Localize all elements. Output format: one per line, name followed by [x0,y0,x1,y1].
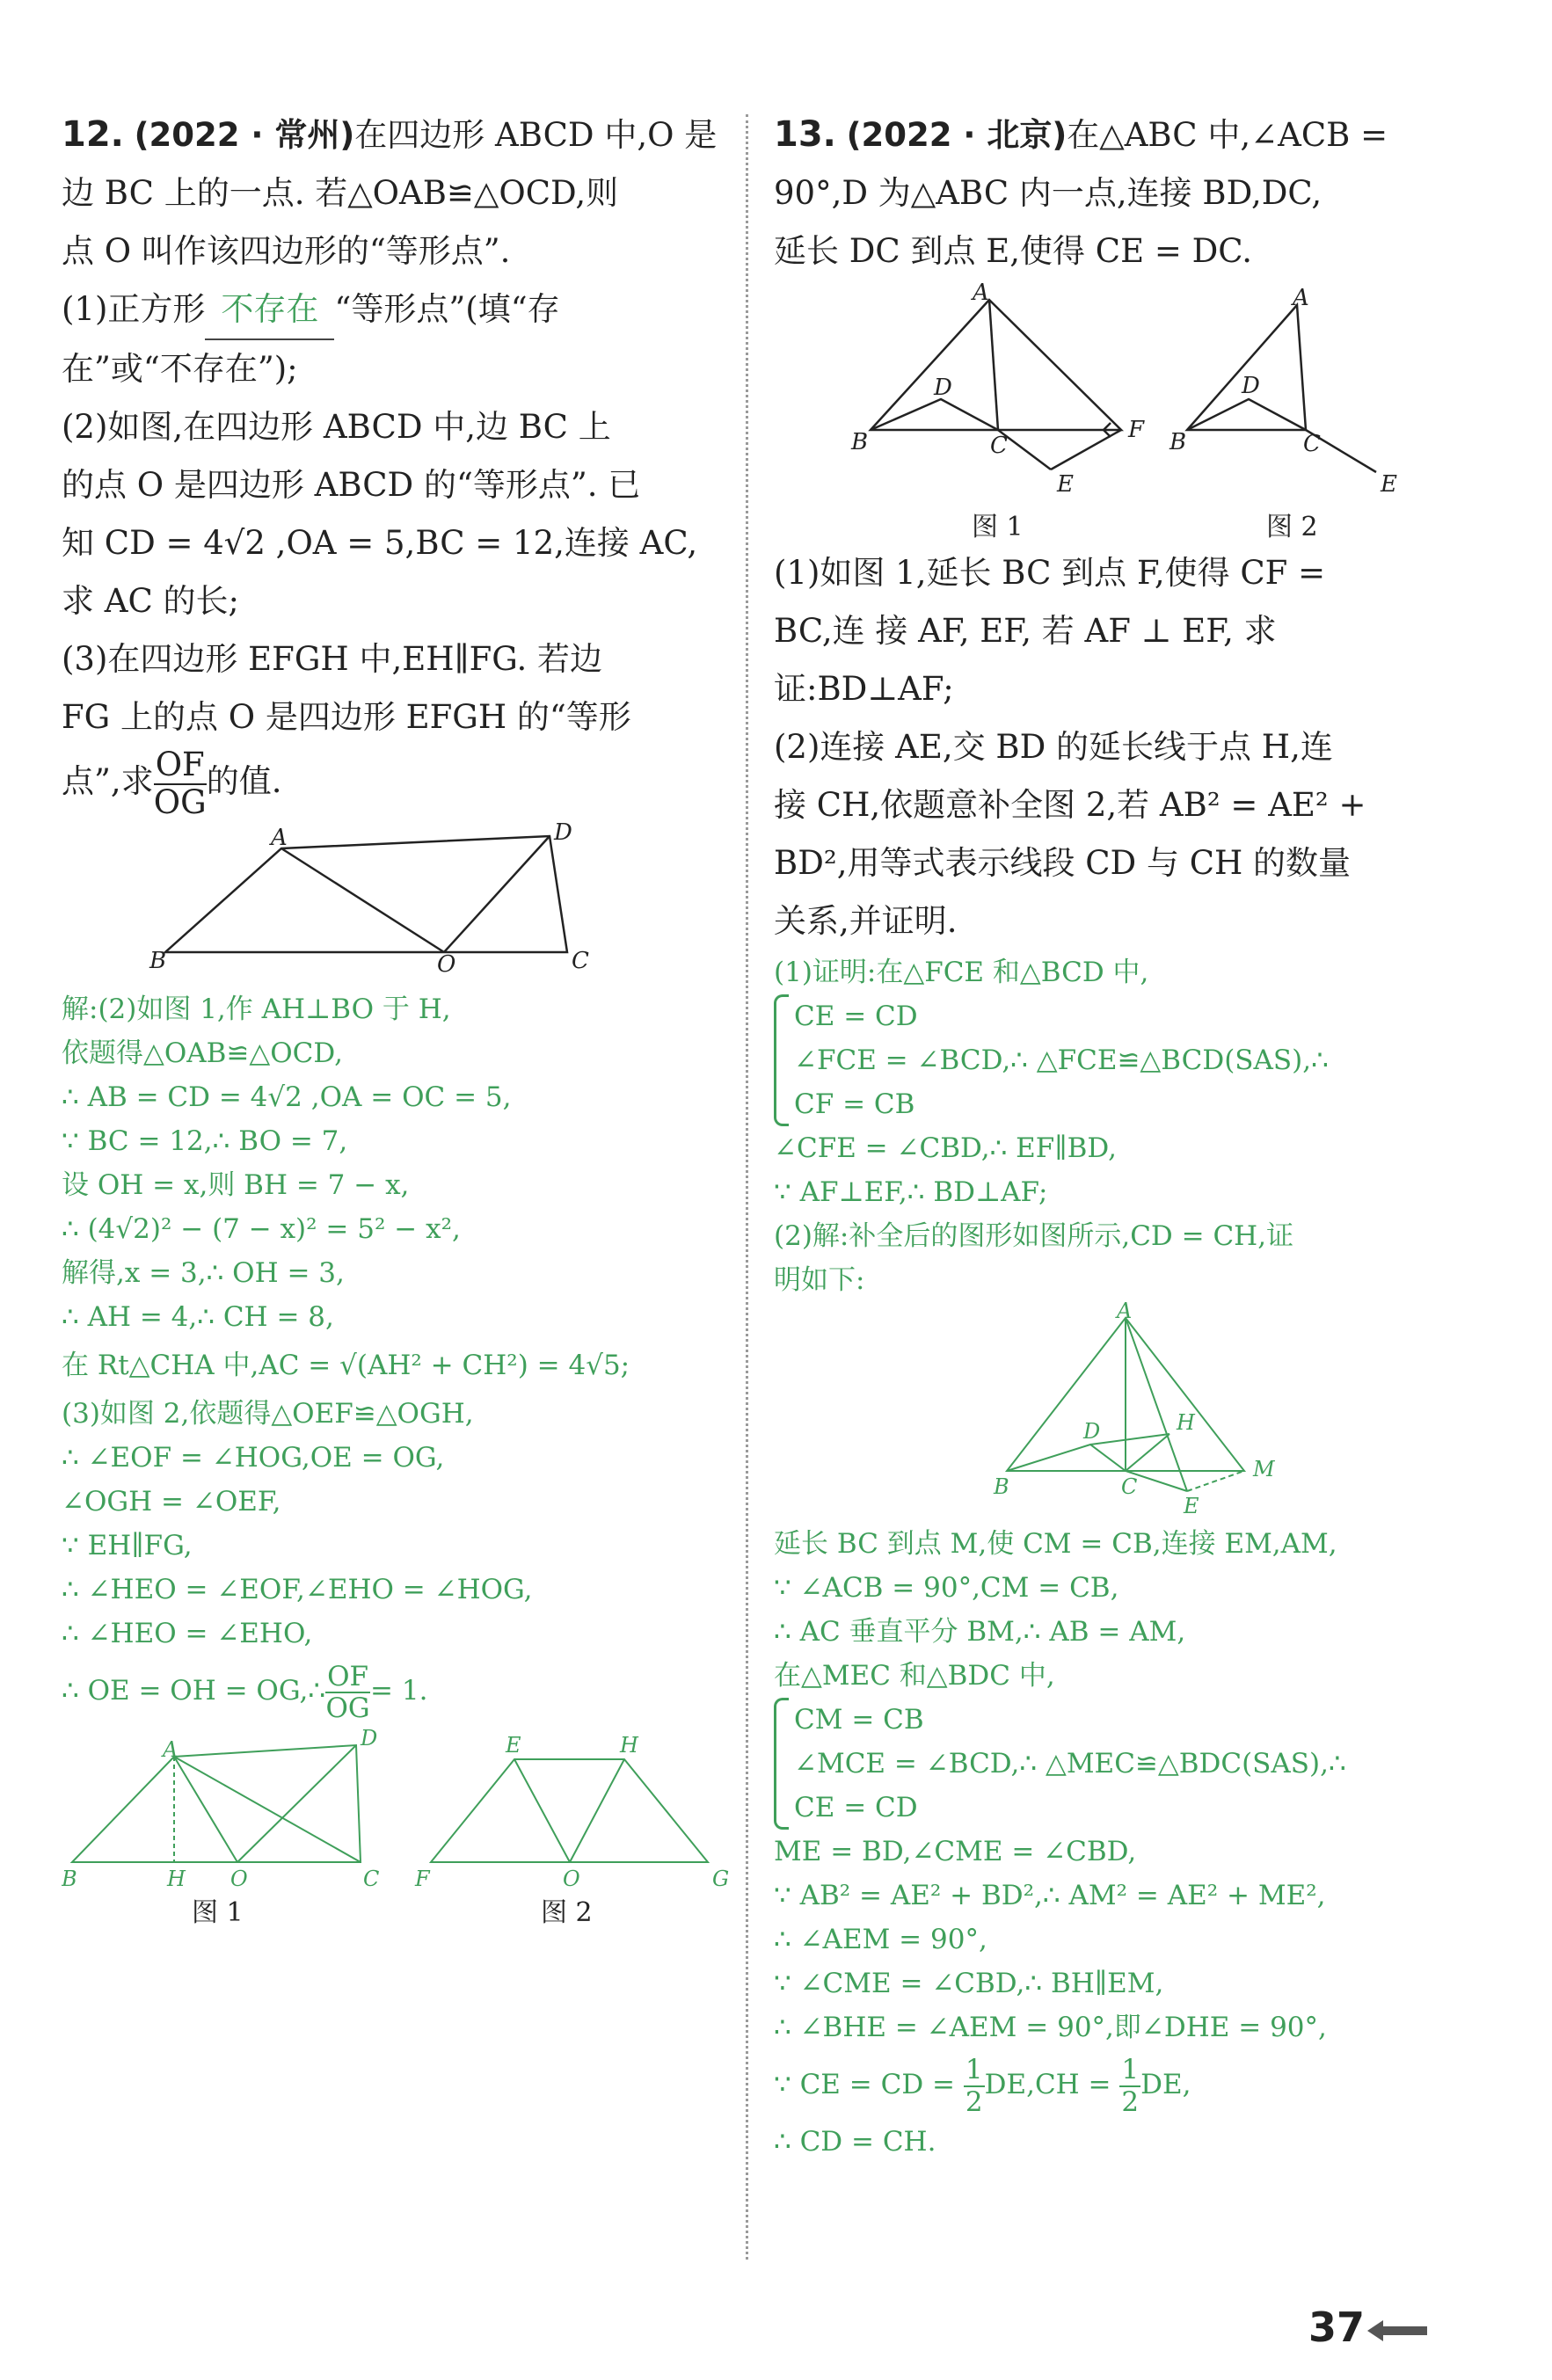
q12-part1-prefix: (1)正方形 [62,290,206,328]
q12-sol-5: 设 OH = x,则 BH = 7 − x, [62,1169,410,1202]
q12-sol-4: ∵ BC = 12,∴ BO = 7, [62,1125,348,1158]
q13-sol-end-1: ME = BD,∠CME = ∠CBD, [774,1836,1137,1867]
q13-brace-1 [774,994,1477,1126]
fig1-caption: 图 1 [192,1897,244,1929]
fig1-do [237,1745,356,1862]
fig2-eo [514,1759,570,1862]
sol-label-m: M [1253,1457,1275,1481]
fig1-label-b: B [62,1867,77,1892]
q12-part2-line1: (2)如图,在四边形 ABCD 中,边 BC 上 [62,408,611,446]
q13-frac-suffix: DE, [1140,2069,1191,2100]
q12-part1-line2: 在”或“不存在”); [62,350,298,388]
fig2-caption: 图 2 [541,1897,593,1929]
fig2-b: B [1169,429,1187,455]
q12-sol-13: ∵ EH∥FG, [62,1530,193,1562]
sol-label-h: H [1177,1410,1195,1435]
half-2-den: 2 [1121,2085,1140,2118]
q13-sol-end-2: ∵ AB² = AE² + BD²,∴ AM² = AE² + ME², [774,1880,1326,1911]
q12-figure [62,820,739,987]
fig1-ac [174,1757,361,1862]
fig2-e: E [1381,471,1397,498]
q12-fraction [154,747,207,820]
q13-sol-final: ∴ CD = CH. [774,2126,936,2158]
sol-label-c: C [1121,1474,1138,1499]
label-a: A [271,825,288,852]
fig2-label-f: F [415,1867,430,1892]
fig2-triangle [1187,305,1306,430]
q13-sol-mid-1: ∠CFE = ∠CBD,∴ EF∥BD, [774,1132,1118,1164]
label-o: O [437,951,456,979]
q13-sol-after-2: ∵ ∠ACB = 90°,CM = CB, [774,1572,1119,1604]
segment-do [444,836,550,952]
q12-part3-line2: FG 上的点 O 是四边形 EFGH 的“等形 [62,698,631,736]
q13-line-2: 90°,D 为△ABC 内一点,连接 BD,DC, [774,174,1322,212]
page-number: 37 [1308,2304,1366,2351]
q12-sol-9: 在 Rt△CHA 中,AC = √(AH² + CH²) = 4√5; [62,1350,630,1382]
sol-ae [1126,1318,1187,1491]
half-1-den: 2 [965,2085,983,2118]
q12-sol-3: ∴ AB = CD = 4√2 ,OA = OC = 5, [62,1081,512,1114]
q13-brace-2 [774,1698,1477,1830]
fig2-a: A [1293,285,1309,311]
sol-label-d: D [1083,1419,1101,1444]
fig2-label-o: O [563,1867,580,1892]
fig1-ao [174,1757,237,1862]
frac-den: OG [153,782,207,821]
half-2-num: 1 [1121,2054,1140,2086]
sol-frac-num: OF [327,1660,369,1692]
fig1-d: D [934,375,952,401]
q13-number: 13. [774,114,836,155]
q13-half-1 [964,2055,985,2116]
fig2-bdce [1187,399,1376,472]
q12-line-2: 边 BC 上的一点. 若△OAB≌△OCD,则 [62,174,619,212]
q12-part1 [62,280,739,340]
fig2-ho [570,1759,624,1862]
brace1-line2: ∠FCE = ∠BCD,∴ △FCE≌△BCD(SAS),∴ [794,1044,1329,1076]
sol-em [1187,1471,1244,1491]
column-divider [746,114,748,2260]
q13-part2-line1: (2)连接 AE,交 BD 的延长线于点 H,连 [774,728,1333,766]
q12-part3-end-suffix: 的值. [206,762,282,800]
fig2-caption: 图 2 [1266,512,1318,542]
q12-sol-7: 解得,x = 3,∴ OH = 3, [62,1257,345,1290]
q12-part2-line2: 的点 O 是四边形 ABCD 的“等形点”. 已 [62,466,641,504]
q12-sol-14: ∴ ∠HEO = ∠EOF,∠EHO = ∠HOG, [62,1574,533,1606]
q13-text: 在△ABC 中,∠ACB = [1067,116,1388,154]
q12-part3-end-prefix: 点”,求 [62,762,154,800]
fig1-b: B [851,429,869,455]
q12-sol-11: ∴ ∠EOF = ∠HOG,OE = OG, [62,1442,445,1474]
sol-label-e: E [1184,1494,1199,1518]
fig1-label-c: C [363,1867,380,1892]
q13-part2-line3: BD²,用等式表示线段 CD 与 CH 的数量 [774,844,1352,882]
q12-sol-end-prefix: ∴ OE = OH = OG,∴ [62,1675,326,1707]
fig1-a: A [973,280,989,306]
brace1-line1: CE = CD [794,1001,918,1032]
question-12 [62,106,739,1928]
q12-sol-10: (3)如图 2,依题得△OEF≌△OGH, [62,1398,474,1430]
label-c: C [572,948,589,975]
q13-line-3: 延长 DC 到点 E,使得 CE = DC. [774,232,1253,270]
fig1-label-o: O [230,1867,248,1892]
fig1-f: F [1128,417,1145,443]
q13-sol-end-4: ∵ ∠CME = ∠CBD,∴ BH∥EM, [774,1968,1164,1999]
q12-part2-line3: 知 CD = 4√2 ,OA = 5,BC = 12,连接 AC, [62,524,698,562]
q12-line-1 [62,106,739,164]
sol-label-a: A [1117,1302,1133,1323]
q13-figures [774,280,1477,544]
q12-sol-end-suffix: = 1. [370,1675,428,1707]
fig2-d: D [1242,373,1260,399]
half-1-num: 1 [965,2054,983,2086]
q13-sol-end-3: ∴ ∠AEM = 90°, [774,1924,987,1955]
fig2-label-h: H [620,1733,638,1758]
brace2-line2: ∠MCE = ∠BCD,∴ △MEC≌△BDC(SAS),∴ [794,1748,1346,1780]
fig2-label-e: E [506,1733,521,1758]
segment-ao [281,848,444,952]
fig1-label-a: A [163,1737,179,1763]
fig2-trapezoid [431,1759,708,1862]
fig1-e: E [1057,471,1074,498]
q13-sol-mid-2: ∵ AF⊥EF,∴ BD⊥AF; [774,1176,1048,1208]
q12-part3-line3 [62,746,739,820]
q13-sol-end-5: ∴ ∠BHE = ∠AEM = 90°,即∠DHE = 90°, [774,2012,1327,2043]
fig1-quad [72,1745,361,1862]
brace1-line3: CF = CB [794,1088,915,1120]
q13-frac-prefix: ∵ CE = CD = [774,2069,956,2100]
q12-sol-1: 解:(2)如图 1,作 AH⊥BO 于 H, [62,993,451,1026]
sol-frac-den: OG [325,1692,370,1724]
q12-part2-line4: 求 AC 的长; [62,582,240,620]
q13-part1-line2: BC,连 接 AF, EF, 若 AF ⊥ EF, 求 [774,612,1277,650]
q12-solution-figures [62,1726,739,1928]
q12-sol-6: ∴ (4√2)² − (7 − x)² = 5² − x², [62,1213,461,1246]
label-b: B [149,948,167,975]
q13-half-2 [1119,2055,1140,2116]
fig2-label-g: G [712,1867,730,1892]
fig1-label-d: D [361,1726,378,1751]
q13-sol-intro: (1)证明:在△FCE 和△BCD 中, [774,957,1149,988]
sol-bdce [1007,1445,1187,1491]
q13-part1-line1: (1)如图 1,延长 BC 到点 F,使得 CF = [774,554,1326,592]
quad-abcd [165,836,567,952]
fig1-caption: 图 1 [972,512,1024,542]
q12-sol-8: ∴ AH = 4,∴ CH = 8, [62,1301,334,1334]
brace2-line3: CE = CD [794,1792,918,1823]
fig1-c: C [990,433,1008,459]
q12-sol-2: 依题得△OAB≌△OCD, [62,1037,343,1070]
brace-bar-2 [774,1698,789,1830]
q13-part2-line4: 关系,并证明. [774,902,958,940]
q13-sol-after-1: 延长 BC 到点 M,使 CM = CB,连接 EM,AM, [774,1528,1337,1560]
fig2-c: C [1303,431,1321,457]
q13-sol-after-4: 在△MEC 和△BDC 中, [774,1660,1055,1692]
q12-source: (2022 · 常州) [134,116,355,154]
q12-sol-12: ∠OGH = ∠OEF, [62,1486,281,1518]
frac-num: OF [155,745,205,783]
q13-sol-fraction-line [774,2049,1477,2120]
q13-line-1 [774,106,1477,164]
brace-bar-1 [774,994,789,1126]
q12-sol-16 [62,1656,739,1726]
q12-number: 12. [62,114,124,155]
q12-sol-15: ∴ ∠HEO = ∠EHO, [62,1618,313,1650]
q12-sol-fraction [325,1662,370,1723]
q13-solution-figure [774,1302,1477,1522]
brace2-line1: CM = CB [794,1704,924,1736]
q13-part2-line2: 接 CH,依题意补全图 2,若 AB² = AE² + [774,786,1366,824]
q12-part1-suffix: “等形点”(填“存 [334,290,560,328]
q12-text: 在四边形 ABCD 中,O 是 [354,116,718,154]
q13-sol-mid-3: (2)解:补全后的图形如图所示,CD = CH,证 [774,1220,1294,1252]
q13-source: (2022 · 北京) [846,116,1067,154]
sol-label-b: B [994,1474,1009,1499]
label-d: D [554,820,572,847]
q13-part1-line3: 证:BD⊥AF; [774,670,954,708]
q12-line-3: 点 O 叫作该四边形的“等形点”. [62,232,511,270]
fig1-ac [989,300,998,430]
q13-sol-after-3: ∴ AC 垂直平分 BM,∴ AB = AM, [774,1616,1186,1648]
arrow-left-icon [1367,2318,1429,2344]
fig1-label-h: H [167,1867,186,1892]
q13-frac-mid: DE,CH = [984,2069,1111,2100]
q12-part1-answer: 不存在 [205,280,334,340]
question-13 [774,106,1477,2164]
q12-part3-line1: (3)在四边形 EFGH 中,EH∥FG. 若边 [62,640,602,678]
fig1-bdce [871,399,1051,469]
q13-sol-mid-4: 明如下: [774,1264,865,1296]
